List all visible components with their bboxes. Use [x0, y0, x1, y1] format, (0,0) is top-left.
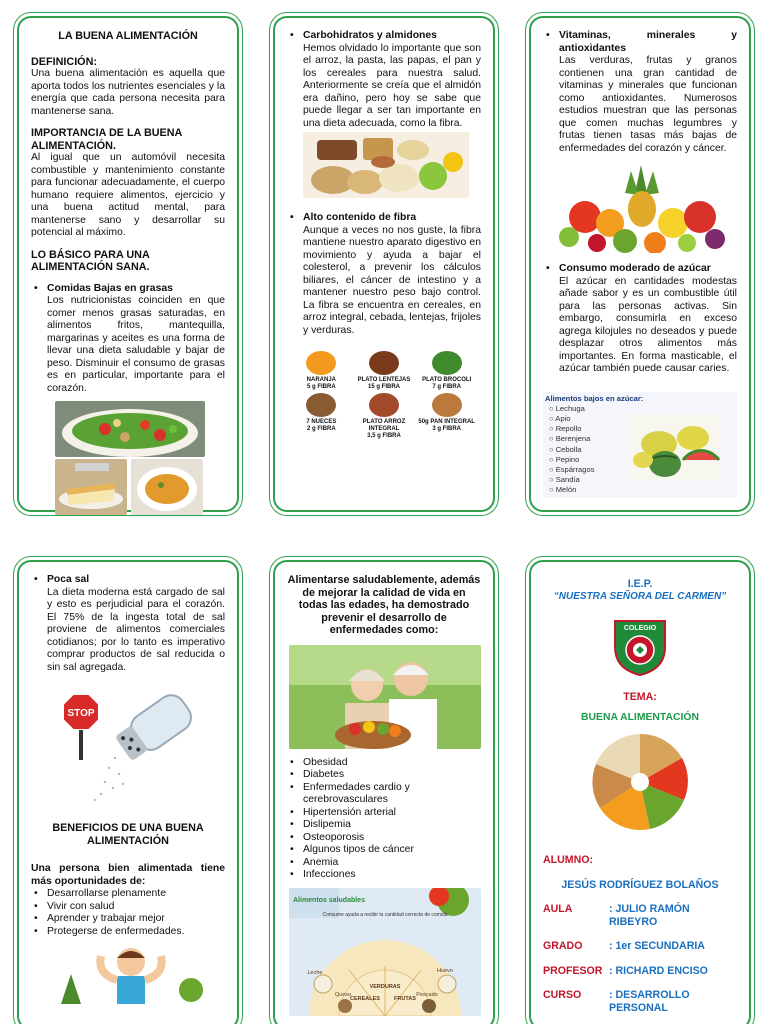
chart-note: Consume ayuda a recibir la cantidad correcta de comida — [322, 911, 448, 918]
fiber-item-name: 50g PAN INTEGRAL — [418, 419, 475, 425]
chart-label: Leche — [307, 969, 323, 976]
salad-image — [55, 401, 205, 457]
bullet-carbs-title: • Carbohidratos y almidones — [303, 30, 437, 41]
fiber-food-icon — [369, 351, 399, 375]
benefit-item: • Aprender y trabajar mejor — [31, 913, 225, 926]
info-row-value: : RICHARD ENCISO — [609, 964, 708, 977]
bullet-fiber — [287, 212, 481, 337]
disease-item: • Obesidad — [287, 757, 481, 770]
low-sugar-box — [543, 392, 737, 498]
info-row — [543, 989, 737, 1014]
low-sugar-item: ○ Cebolla — [549, 444, 582, 454]
fiber-item-name: NARANJA — [306, 377, 336, 383]
bullet-sugar — [543, 263, 737, 376]
low-sugar-list — [545, 404, 627, 496]
disease-item: • Dislipemia — [287, 819, 481, 832]
chart-label: Queso — [334, 991, 352, 998]
fiber-item-amount: 3,5 g FIBRA — [367, 433, 401, 439]
importance-text: Al igual que un automóvil necesita combustible y mantenimiento constante para funcionar adecuadamente, el cuerpo humano requiere alimentos, ejercicio y una buena actitud mental, para mantenerse sano y desarrollar su potencial al máximo. — [31, 152, 225, 238]
school-type: I.E.P. — [627, 578, 653, 590]
disease-item: • Infecciones — [287, 869, 481, 882]
definition-text: Una buena alimentación es aquella que aporta todos los nutrientes esenciales y la energía que cada persona necesita para mantenerse sana. — [31, 68, 225, 117]
fiber-grid — [287, 351, 481, 440]
panel-6 — [529, 560, 751, 1024]
elderly-couple-image — [289, 645, 481, 749]
fiber-item-amount: 5 g FIBRA — [306, 384, 336, 390]
crest-label: COLEGIO — [623, 625, 657, 632]
disease-item: • Diabetes — [287, 769, 481, 782]
fiber-food-icon — [432, 393, 462, 417]
soup-image — [131, 459, 203, 515]
benefit-item: • Vivir con salud — [31, 901, 225, 914]
fiber-item-amount: 15 g FIBRA — [367, 384, 400, 390]
fiber-food-icon — [306, 351, 336, 375]
benefits-list — [31, 888, 225, 938]
prevention-intro: Alimentarse saludablemente, además de mejorar la calidad de vida en todas las edades, ha demostrado prevenir el desarrollo de enfermedades como: — [287, 574, 481, 636]
bullet-fiber-title: • Alto contenido de fibra — [303, 212, 417, 223]
disease-list — [287, 757, 481, 882]
pie-image — [55, 459, 127, 515]
fiber-item-name: PLATO LENTEJAS — [357, 377, 411, 383]
panel-5 — [273, 560, 495, 1024]
low-sugar-item: ○ Berenjena — [549, 434, 591, 444]
benefit-item: • Desarrollarse plenamente — [31, 888, 225, 901]
chart-label: Pescado — [416, 991, 438, 998]
fiber-item-amount: 2 g FIBRA — [306, 426, 336, 432]
melon-image — [629, 414, 721, 480]
info-row-value: : DESARROLLO PERSONAL — [609, 989, 690, 1014]
chart-title-text: Alimentos saludables — [293, 896, 365, 904]
fiber-item-name: PLATO ARROZ INTEGRAL — [362, 419, 406, 432]
fiber-item — [354, 351, 415, 391]
panel-2 — [273, 16, 495, 512]
low-sugar-item: ○ Sandía — [549, 475, 580, 485]
info-row — [543, 903, 737, 928]
food-wheel-image — [588, 730, 692, 834]
fiber-item-amount: 3 g FIBRA — [432, 426, 461, 432]
fiber-item — [416, 351, 477, 391]
bullet-low-fat — [31, 283, 225, 396]
bullet-salt — [31, 574, 225, 674]
benefit-item: • Protegerse de enfermedades. — [31, 926, 225, 939]
disease-item: • Osteoporosis — [287, 832, 481, 845]
fiber-food-icon — [432, 351, 462, 375]
bullet-vitamins-title: • Vitaminas, minerales y antioxidantes — [559, 30, 737, 54]
panel1-title: LA BUENA ALIMENTACIÓN — [58, 30, 198, 42]
bullet-vitamins-text: Las verduras, frutas y granos contienen una gran cantidad de vitaminas y minerales que funcionan como antioxidantes. Numerosos estudios muestran que las personas que comen muchas legumbres y frutas tienen tasas más bajas de enfermedades del corazón y cáncer. — [559, 55, 737, 154]
low-sugar-item: ○ Lechuga — [549, 403, 585, 413]
salt-shaker-image — [55, 688, 215, 808]
bullet-fiber-text: Aunque a veces no nos guste, la fibra mantiene nuestro aparato digestivo en movimiento y ayuda a bajar el colesterol, a prevenir los cálculos biliares, el cáncer de intestino y a mantener nuestro peso bajo control. La fibra se encuentra en cereales, en arroz integral, cebada, lentejas, frijoles y verduras. — [303, 224, 481, 336]
low-sugar-item: ○ Espárragos — [549, 464, 595, 474]
bullet-carbs-text: Hemos olvidado lo importante que son el arroz, la pasta, las papas, el pan y los cereales para nuestra salud. Anteriormente se creía que el almidón era dañino, pero hoy se sabe que puede llegar a ser tan importante en una dieta adecuada, como la fibra. — [303, 42, 481, 129]
grains-image — [303, 132, 469, 198]
tema-label: TEMA: — [623, 691, 657, 703]
benefits-intro: Una persona bien alimentada tiene más oportunidades de: — [31, 863, 225, 887]
info-row-value: : JULIO RAMÓN RIBEYRO — [609, 903, 690, 928]
fiber-food-icon — [369, 393, 399, 417]
disease-item: • Hipertensión arterial — [287, 807, 481, 820]
disease-item: • Enfermedades cardio y cerebrovasculares — [287, 782, 481, 807]
bullet-salt-text: La dieta moderna está cargado de sal y esto es perjudicial para el corazón. El 75% de la ingesta total de sal proviene de alimentos comerciales cotidianos; por lo tanto es imperativo comprar productos de sal reducida o sin sal agregada. — [47, 586, 225, 673]
bullet-low-fat-text: Los nutricionistas coinciden en que comer menos grasas saturadas, en alimentos fritos, mantequilla, margarinas y aceites es una forma de llevar una dieta saludable y bajar de peso. Disminuir el consumo de grasas es en particular, importante para el corazón. — [47, 295, 225, 394]
bullet-sugar-title: • Consumo moderado de azúcar — [559, 263, 711, 274]
fiber-item-name: PLATO BROCOLI — [422, 377, 472, 383]
disease-item: • Anemia — [287, 857, 481, 870]
info-row-label: PROFESOR — [543, 964, 603, 977]
low-sugar-title: Alimentos bajos en azúcar: — [545, 393, 644, 403]
panel-3 — [529, 16, 751, 512]
fiber-item — [354, 393, 415, 440]
bullet-carbs — [287, 30, 481, 130]
chart-label: Huevo — [437, 967, 453, 974]
healthy-foods-chart — [289, 888, 481, 1016]
chart-label: CEREALES — [350, 995, 380, 1002]
info-row-value: : 1er SECUNDARIA — [609, 940, 705, 952]
bullet-salt-title: • Poca sal — [47, 574, 90, 585]
fruits-image — [555, 163, 729, 253]
tema-value: BUENA ALIMENTACIÓN — [581, 711, 699, 723]
school-crest-icon — [611, 617, 669, 677]
info-row — [543, 940, 737, 953]
fiber-item-name: 7 NUECES — [306, 419, 337, 425]
basics-heading: LO BÁSICO PARA UNA ALIMENTACIÓN SANA. — [31, 248, 150, 273]
fiber-food-icon — [306, 393, 336, 417]
bullet-low-fat-title: • Comidas Bajas en grasas — [47, 282, 173, 294]
disease-item: • Algunos tipos de cáncer — [287, 844, 481, 857]
info-row-label: AULA — [543, 903, 573, 915]
low-sugar-item: ○ Pepino — [549, 454, 580, 464]
info-rows — [543, 903, 737, 1014]
benefits-heading: BENEFICIOS DE UNA BUENA ALIMENTACIÓN — [52, 822, 204, 847]
info-row — [543, 965, 737, 978]
strong-kid-image — [51, 944, 211, 1004]
fiber-item — [416, 393, 477, 440]
fiber-item — [291, 393, 352, 440]
low-sugar-item: ○ Apio — [549, 413, 571, 423]
bullet-vitamins — [543, 30, 737, 155]
chart-label: FRUTAS — [394, 995, 416, 1002]
low-sugar-item: ○ Melón — [549, 485, 577, 495]
alumno-label: ALUMNO: — [543, 854, 594, 866]
importance-heading: IMPORTANCIA DE LA BUENA ALIMENTACIÓN. — [31, 127, 182, 152]
bullet-sugar-text: El azúcar en cantidades modestas añade sabor y es un combustible útil para las personas activas. Sin embargo, consumirla en exceso agrega kilojules no deseados y puede desplazar otros alimentos más importantes. En forma masticable, el azúcar también puede causar caries. — [559, 275, 737, 374]
info-row-label: GRADO — [543, 940, 583, 952]
alumno-value: JESÚS RODRÍGUEZ BOLAÑOS — [561, 878, 719, 891]
fiber-item-amount: 7 g FIBRA — [432, 384, 461, 390]
low-sugar-item: ○ Repollo — [549, 424, 582, 434]
info-row-label: CURSO — [543, 989, 582, 1001]
panel-4 — [17, 560, 239, 1024]
fiber-item — [291, 351, 352, 391]
chart-title — [293, 897, 365, 904]
panel-1 — [17, 16, 239, 512]
stop-sign-text: STOP — [67, 708, 95, 719]
definition-heading: DEFINICIÓN: — [31, 55, 97, 68]
chart-label: VERDURAS — [369, 983, 401, 990]
school-name: “NUESTRA SEÑORA DEL CARMEN” — [553, 590, 727, 602]
